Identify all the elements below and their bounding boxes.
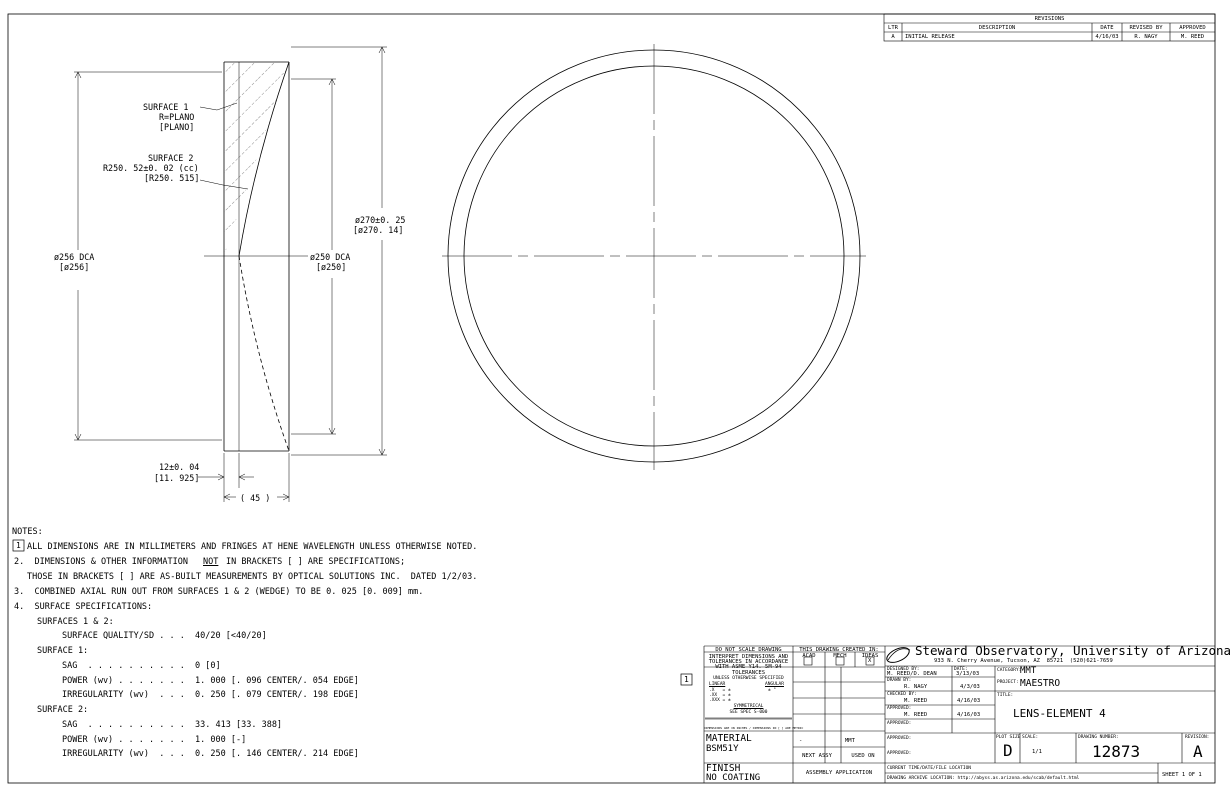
sag-reference: ( 45 ) (240, 493, 271, 503)
dca250-label: ø250 DCA (310, 252, 351, 262)
surface2-label: SURFACE 2 (148, 153, 194, 163)
tolerances-title: TOLERANCES (731, 670, 766, 676)
note-flag-number: 1 (16, 541, 21, 550)
interpret-line-1: INTERPRET DIMENSIONS AND (708, 654, 789, 660)
checked-by-label: CHECKED BY: (887, 692, 917, 697)
drawing-number-label: DRAWING NUMBER: (1078, 735, 1119, 740)
drawing-title: LENS-ELEMENT 4 (1013, 707, 1106, 720)
material-flag-number: 1 (684, 675, 689, 684)
lens-side-view (74, 47, 387, 502)
tol-xxx: .XXX = ± (709, 698, 731, 703)
approved-4-label: APPROVED: (887, 751, 912, 756)
surface1-label: SURFACE 1 (143, 102, 189, 112)
rev-col-description: DESCRIPTION (978, 25, 1016, 31)
surface1-asbuilt: [PLANO] (159, 122, 195, 132)
project-value: MAESTRO (1020, 678, 1061, 689)
approved-by: M. REED (904, 712, 928, 718)
surface1-radius: R=PLANO (159, 112, 195, 122)
rev-col-approved: APPROVED (1179, 25, 1206, 31)
date-label: DATE: (954, 667, 968, 672)
used-on-value: MMT (845, 738, 855, 744)
rev-row-revised-by: R. NAGY (1134, 34, 1158, 40)
revision-value: A (1193, 742, 1203, 761)
lens-front-view (442, 44, 866, 470)
finish-value: NO COATING (706, 773, 761, 783)
rev-row-approved: M. REED (1180, 34, 1205, 40)
rev-row-description: INITIAL RELEASE (905, 34, 955, 40)
archive-location: DRAWING ARCHIVE LOCATION: http://abyss.as.arizona.edu/scab/default.html (887, 776, 1080, 781)
used-on-label: USED ON (851, 753, 875, 759)
note-4-s2-irregularity: IRREGULARITY (wv) . . . 0. 250 [. 146 CENTER/. 214 EDGE] (62, 749, 359, 759)
designed-date: 3/13/03 (956, 671, 980, 677)
created-in-title: THIS DRAWING CREATED IN: (799, 647, 879, 653)
note-4-s2-power: POWER (wv) . . . . . . . 1. 000 [-] (62, 735, 247, 745)
note-4-surface2: SURFACE 2: (37, 705, 89, 715)
plot-size-value: D (1003, 741, 1013, 760)
revisions-title: REVISIONS (1034, 16, 1065, 22)
created-in-ideas-check: X (868, 658, 872, 664)
surface2-radius: R250. 52±0. 02 (cc) (103, 163, 199, 173)
approved-date: 4/16/03 (957, 712, 981, 718)
dca256-label: ø256 DCA (54, 252, 95, 262)
scale-label: SCALE: (1022, 735, 1039, 740)
steward-logo (885, 644, 912, 665)
rev-col-date: DATE (1100, 25, 1114, 31)
note-4-s1-irregularity: IRREGULARITY (wv) . . . 0. 250 [. 079 CENTER/. 198 EDGE] (62, 690, 359, 700)
current-time-label: CURRENT TIME/DATE/FILE LOCATION (887, 766, 971, 771)
category-value: MMT (1020, 666, 1037, 676)
finish-label: FINISH (706, 763, 741, 774)
org-address: 933 N. Cherry Avenue, Tucson, AZ 85721 (520)621-7659 (934, 658, 1113, 664)
checked-by: M. REED (904, 698, 928, 704)
note-4-s1-power: POWER (wv) . . . . . . . 1. 000 [. 096 CENTER/. 054 EDGE] (62, 676, 359, 686)
surface2-asbuilt: [R250. 515] (144, 173, 200, 183)
tol-linear-label: LINEAR (709, 682, 726, 687)
drawn-by-label: DRAWN BY: (887, 678, 912, 683)
scale-value: 1/1 (1032, 749, 1042, 755)
rev-row-ltr: A (891, 34, 895, 40)
drawn-date: 4/3/03 (960, 684, 980, 690)
approved-2-label: APPROVED: (887, 721, 912, 726)
title-label: TITLE: (997, 693, 1014, 698)
note-4-quality: SURFACE QUALITY/SD . . . 40/20 [<40/20] (62, 631, 267, 641)
approved-by-label: APPROVED: (887, 706, 912, 711)
created-in-acad: ACAD (802, 653, 816, 659)
sheet-number: SHEET 1 OF 1 (1162, 772, 1202, 778)
tol-x: .X = ± (709, 688, 731, 693)
dims-note: DIMENSIONS ARE IN INCHES / DIMENSIONS IN [ ] ARE METRIC (704, 726, 804, 730)
assembly-application: ASSEMBLY APPLICATION (805, 770, 873, 776)
dca250-asbuilt: [ø250] (316, 262, 347, 272)
note-3: 3. COMBINED AXIAL RUN OUT FROM SURFACES 1 & 2 (WEDGE) TO BE 0. 025 [0. 009] mm. (14, 587, 424, 597)
note-4-surfaces-12: SURFACES 1 & 2: (37, 617, 114, 627)
material-label: MATERIAL (706, 733, 752, 744)
thickness-label: 12±0. 04 (159, 462, 200, 472)
dia270-label: ø270±0. 25 (355, 215, 406, 225)
thickness-asbuilt: [11. 925] (154, 473, 200, 483)
revision-label: REVISION: (1185, 735, 1210, 740)
note-2a: 2. DIMENSIONS & OTHER INFORMATION (14, 557, 188, 567)
no-scale-note: DO NOT SCALE DRAWING (715, 647, 782, 653)
material-value: BSM51Y (706, 744, 739, 754)
rev-row-date: 4/16/03 (1095, 34, 1119, 40)
note-2b: IN BRACKETS [ ] ARE SPECIFICATIONS; (226, 557, 406, 567)
note-4-s2-sag: SAG . . . . . . . . . . 33. 413 [33. 388] (62, 720, 283, 730)
tol-angular-label: ANGULAR (765, 682, 784, 687)
checked-date: 4/16/03 (957, 698, 981, 704)
notes-heading: NOTES: (12, 527, 43, 537)
created-in-ideas: IDEAS (861, 653, 879, 659)
note-1: ALL DIMENSIONS ARE IN MILLIMETERS AND FRINGES AT HENE WAVELENGTH UNLESS OTHERWISE NOTED. (27, 542, 478, 552)
see-spec: SEE SPEC S-000 (729, 710, 768, 715)
symmetrical-label: SYMMETRICAL (733, 704, 764, 709)
designed-by: M. REED/D. DEAN (887, 671, 937, 677)
drawing-number: 12873 (1092, 742, 1141, 761)
rev-col-revised-by: REVISED BY (1129, 25, 1163, 31)
note-4: 4. SURFACE SPECIFICATIONS: (14, 602, 153, 612)
note-4-s1-sag: SAG . . . . . . . . . . 0 [0] (62, 661, 221, 671)
approved-3-label: APPROVED: (887, 736, 912, 741)
plot-size-label: PLOT SIZE (996, 735, 1021, 740)
interpret-line-2: TOLERANCES IN ACCORDANCE (708, 659, 789, 665)
dia270-asbuilt: [ø270. 14] (353, 225, 404, 235)
tolerances-unless: UNLESS OTHERWISE SPECIFIED (713, 676, 784, 681)
rev-col-ltr: LTR (888, 25, 898, 31)
note-2-not: NOT (203, 557, 219, 567)
designed-by-label: DESIGNED BY: (887, 667, 920, 672)
tol-xx: .XX = ± (709, 693, 731, 698)
next-assy-label: NEXT ASSY (802, 753, 832, 759)
interpret-line-3: WITH ASME Y14. 5M-94 (715, 664, 782, 670)
created-in-mech: MECH (833, 653, 847, 659)
dca256-asbuilt: [ø256] (59, 262, 90, 272)
note-4-surface1: SURFACE 1: (37, 646, 89, 656)
drawn-by: R. NAGY (904, 684, 928, 690)
project-label: PROJECT: (997, 680, 1019, 685)
note-2c: THOSE IN BRACKETS [ ] ARE AS-BUILT MEASUREMENTS BY OPTICAL SOLUTIONS INC. DATED 1/2/03. (27, 572, 478, 582)
org-name: Steward Observatory, University of Arizona (915, 643, 1231, 658)
category-label: CATEGORY: (997, 668, 1022, 673)
next-assy-value: - (799, 738, 803, 744)
tol-angular-value: ± ° (768, 688, 777, 693)
